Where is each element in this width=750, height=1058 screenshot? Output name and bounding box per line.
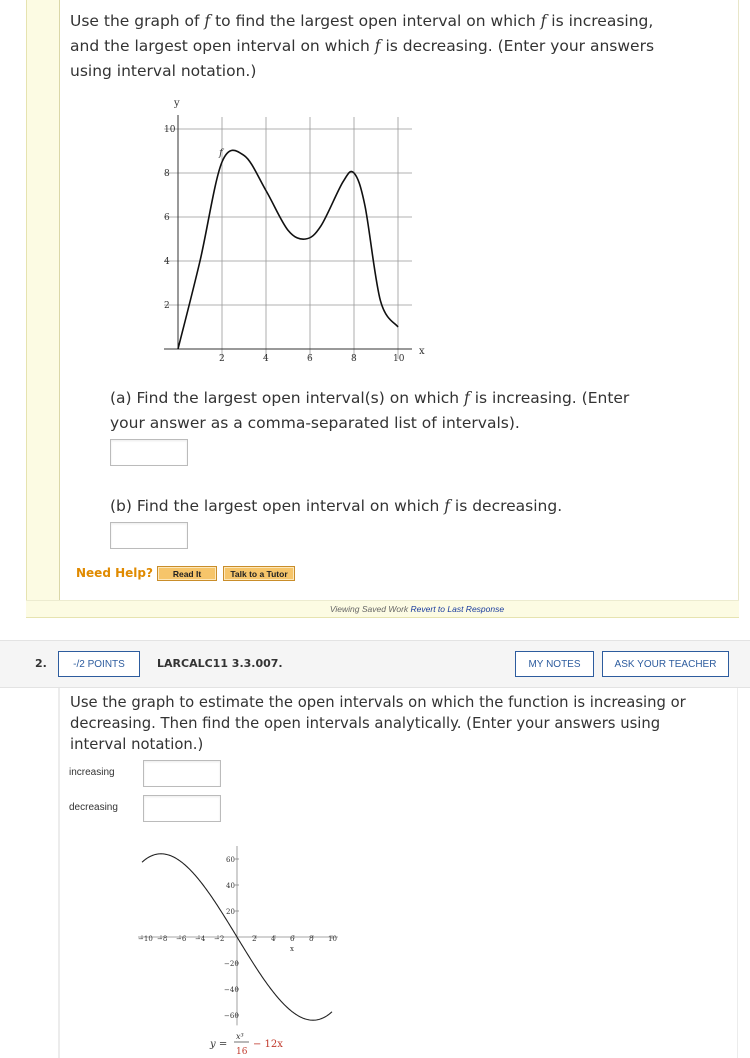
graph2-x-tick-label: −6: [176, 935, 187, 943]
equation: [209, 1032, 283, 1057]
graph1-axes: [164, 115, 412, 349]
graph2-x-axis-label: x: [290, 945, 294, 953]
graph1-x-axis-label: x: [419, 346, 425, 357]
question2-graph: [140, 830, 360, 1058]
question1-left-gutter: [26, 0, 60, 617]
graph2-x-tick-label: 8: [309, 935, 314, 943]
increasing-answer-input[interactable]: [143, 760, 221, 787]
equation-numerator: x³: [236, 1032, 244, 1041]
graph2-y-tick-label: 40: [226, 882, 235, 890]
graph1-y-tick-label: 2: [164, 301, 170, 311]
graph2-x-tick-label: −2: [214, 935, 225, 943]
graph2-y-tick-label: 20: [226, 908, 235, 916]
graph1-tick-labels: [164, 125, 405, 364]
question2-right-border: [737, 688, 738, 1058]
graph1-y-axis-label: y: [174, 98, 180, 109]
graph1-y-tick-label: 4: [164, 257, 170, 267]
graph1-y-tick-label: 10: [164, 125, 176, 135]
graph1-x-tick-label: 10: [393, 354, 405, 364]
question1-graph: [140, 90, 440, 380]
part-b-answer-input[interactable]: [110, 522, 188, 549]
graph2-x-tick-label: 2: [252, 935, 257, 943]
part-b-prompt: (b) Find the largest open interval on which f is decreasing.: [110, 497, 563, 515]
graph1-x-tick-label: 2: [219, 354, 225, 364]
graph2-x-tick-label: 6: [290, 935, 295, 943]
graph1-x-tick-label: 8: [351, 354, 357, 364]
saved-work-notice: Viewing Saved Work Revert to Last Response: [329, 604, 505, 614]
graph1-grid: [164, 117, 412, 359]
equation-rest: − 12x: [253, 1039, 283, 1050]
graph2-y-tick-label: −20: [224, 960, 239, 968]
graph2-x-tick-label: 10: [328, 935, 337, 943]
decreasing-answer-input[interactable]: [143, 795, 221, 822]
graph2-y-tick-label: 60: [226, 856, 235, 864]
graph2-axes: [138, 846, 338, 1025]
question-code: LARCALC11 3.3.007.: [157, 657, 283, 670]
points-button[interactable]: -/2 POINTS: [58, 651, 140, 677]
question2-prompt: Use the graph to estimate the open intervals on which the function is increasing or decreasing. Then find the open intervals analytically. (Enter your answers using interval notation.): [70, 694, 686, 753]
graph2-y-tick-label: −60: [224, 1012, 239, 1020]
graph1-curve-f: [178, 150, 398, 349]
graph1-x-tick-label: 6: [307, 354, 313, 364]
equation-denominator: 16: [236, 1047, 248, 1057]
increasing-label: increasing: [69, 767, 115, 778]
graph2-x-tick-label: −10: [138, 935, 153, 943]
question1-prompt: Use the graph of f to find the largest open interval on which f is increasing, and the largest open interval on which f is decreasing. (Enter your answers using interval notation.): [70, 12, 655, 80]
graph2-y-tick-label: −40: [224, 986, 239, 994]
graph1-y-tick-label: 6: [164, 213, 170, 223]
graph1-curve-label: f: [219, 148, 223, 159]
graph1-y-tick-label: 8: [164, 169, 170, 179]
talk-to-tutor-button[interactable]: Talk to a Tutor: [223, 566, 295, 581]
graph2-x-tick-label: 4: [271, 935, 276, 943]
ask-teacher-button[interactable]: ASK YOUR TEACHER: [602, 651, 729, 677]
part-a-answer-input[interactable]: [110, 439, 188, 466]
graph2-x-tick-label: −8: [157, 935, 168, 943]
equation-lhs: y =: [210, 1039, 228, 1050]
read-it-button[interactable]: Read It: [157, 566, 217, 581]
decreasing-label: decreasing: [69, 802, 118, 813]
question2-left-border: [58, 688, 60, 1058]
need-help-label: Need Help?: [76, 566, 153, 580]
graph1-x-tick-label: 4: [263, 354, 269, 364]
revert-link[interactable]: Revert to Last Response: [410, 604, 505, 614]
my-notes-button[interactable]: MY NOTES: [515, 651, 594, 677]
question-number: 2.: [35, 657, 47, 670]
part-a-prompt: (a) Find the largest open interval(s) on which f is increasing. (Enter your answer as a comma-separated list of intervals).: [110, 389, 630, 432]
graph2-x-tick-label: −4: [195, 935, 206, 943]
